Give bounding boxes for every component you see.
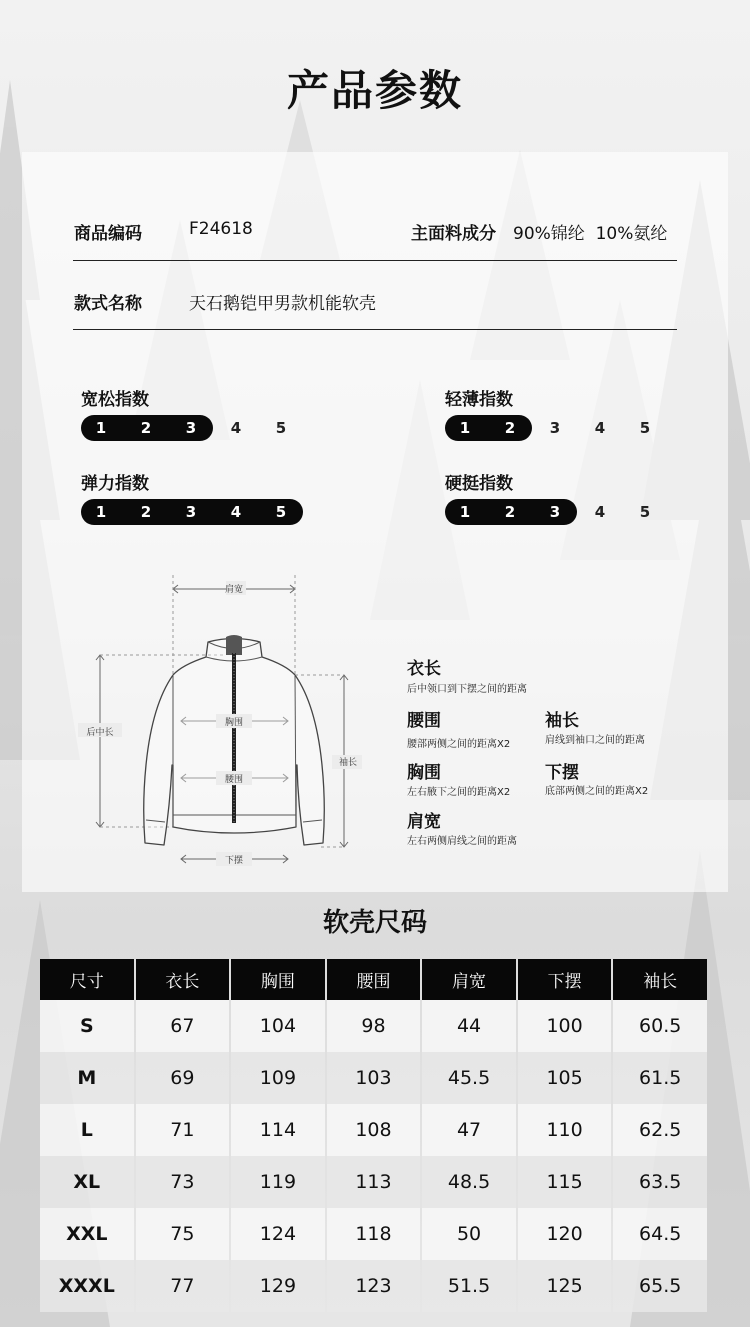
fabric-label: 主面料成分: [411, 224, 496, 244]
cell-waist: 108: [327, 1104, 421, 1156]
cell-waist: 98: [327, 1000, 421, 1052]
cell-shoulder: 47: [422, 1104, 516, 1156]
cell-length: 73: [136, 1156, 230, 1208]
note-shoulder-title: 肩宽: [407, 812, 441, 832]
looseness-index-title: 宽松指数: [81, 390, 149, 410]
elasticity-index-title: 弹力指数: [81, 474, 149, 494]
note-hem-desc: 底部两侧之间的距离X2: [545, 786, 649, 797]
stiffness-index-title: 硬挺指数: [445, 474, 513, 494]
cell-waist: 113: [327, 1156, 421, 1208]
cell-length: 69: [136, 1052, 230, 1104]
index-value-5: 5: [275, 419, 287, 437]
index-value-4: 4: [230, 503, 242, 521]
index-value-4: 4: [594, 503, 606, 521]
divider: [73, 260, 677, 261]
header-shoulder: 肩宽: [422, 959, 516, 1000]
note-length-title: 衣长: [407, 659, 441, 679]
header-hem: 下摆: [518, 959, 612, 1000]
index-value-1: 1: [95, 503, 107, 521]
code-value: F24618: [189, 219, 253, 239]
size-table: [38, 959, 709, 1312]
index-value-5: 5: [275, 503, 287, 521]
cell-waist: 123: [327, 1260, 421, 1312]
table-row: [40, 1052, 707, 1104]
size-chart-title: 软壳尺码: [322, 908, 427, 938]
style-value: 天石鹅铠甲男款机能软壳: [189, 294, 376, 314]
cell-hem: 120: [518, 1208, 612, 1260]
index-value-2: 2: [504, 419, 516, 437]
note-chest-desc: 左右腋下之间的距离X2: [407, 787, 511, 798]
shoulder-label: 肩宽: [224, 585, 244, 595]
cell-size: XL: [40, 1156, 134, 1208]
index-value-4: 4: [230, 419, 242, 437]
note-length-desc: 后中领口到下摆之间的距离: [407, 684, 527, 695]
index-value-1: 1: [459, 503, 471, 521]
cell-chest: 109: [231, 1052, 325, 1104]
index-value-3: 3: [549, 419, 561, 437]
index-value-4: 4: [594, 419, 606, 437]
index-value-1: 1: [459, 419, 471, 437]
cell-hem: 115: [518, 1156, 612, 1208]
header-length: 衣长: [136, 959, 230, 1000]
cell-shoulder: 50: [422, 1208, 516, 1260]
cell-chest: 114: [231, 1104, 325, 1156]
index-value-1: 1: [95, 419, 107, 437]
elasticity-index-meter: [81, 499, 311, 527]
cell-chest: 124: [231, 1208, 325, 1260]
note-sleeve-desc: 肩线到袖口之间的距离: [545, 735, 645, 746]
header-sleeve: 袖长: [613, 959, 707, 1000]
note-waist-desc: 腰部两侧之间的距离X2: [407, 739, 511, 750]
cell-size: XXL: [40, 1208, 134, 1260]
header-waist: 腰围: [327, 959, 421, 1000]
cell-sleeve: 62.5: [613, 1104, 707, 1156]
note-waist-title: 腰围: [407, 711, 441, 731]
cell-waist: 118: [327, 1208, 421, 1260]
table-row: [40, 1208, 707, 1260]
cell-size: M: [40, 1052, 134, 1104]
cell-shoulder: 45.5: [422, 1052, 516, 1104]
index-value-2: 2: [140, 419, 152, 437]
page-title: 产品参数: [286, 66, 463, 115]
looseness-index-meter: [81, 415, 311, 443]
cell-size: XXXL: [40, 1260, 134, 1312]
table-row: [40, 1000, 707, 1052]
header-chest: 胸围: [231, 959, 325, 1000]
table-row: [40, 1260, 707, 1312]
cell-size: S: [40, 1000, 134, 1052]
cell-chest: 119: [231, 1156, 325, 1208]
index-value-3: 3: [185, 503, 197, 521]
table-row: [40, 1104, 707, 1156]
cell-hem: 125: [518, 1260, 612, 1312]
style-label: 款式名称: [74, 294, 142, 314]
divider: [73, 329, 677, 330]
cell-chest: 129: [231, 1260, 325, 1312]
waist-label: 腰围: [224, 775, 244, 785]
index-value-2: 2: [140, 503, 152, 521]
cell-length: 67: [136, 1000, 230, 1052]
index-value-5: 5: [639, 419, 651, 437]
jacket-measurement-diagram: [76, 565, 366, 870]
table-row: [40, 1156, 707, 1208]
cell-hem: 100: [518, 1000, 612, 1052]
cell-sleeve: 61.5: [613, 1052, 707, 1104]
cell-sleeve: 60.5: [613, 1000, 707, 1052]
note-shoulder-desc: 左右两侧肩线之间的距离: [407, 836, 517, 847]
back-length-label: 后中长: [86, 728, 114, 738]
index-value-3: 3: [185, 419, 197, 437]
header-size: 尺寸: [40, 959, 134, 1000]
chest-label: 胸围: [224, 718, 244, 728]
cell-shoulder: 48.5: [422, 1156, 516, 1208]
cell-shoulder: 44: [422, 1000, 516, 1052]
note-hem-title: 下摆: [545, 763, 579, 783]
code-label: 商品编码: [74, 224, 142, 244]
fabric-value: 90%锦纶 10%氨纶: [513, 224, 668, 244]
cell-sleeve: 63.5: [613, 1156, 707, 1208]
index-value-3: 3: [549, 503, 561, 521]
cell-waist: 103: [327, 1052, 421, 1104]
index-value-5: 5: [639, 503, 651, 521]
cell-length: 71: [136, 1104, 230, 1156]
index-value-2: 2: [504, 503, 516, 521]
note-sleeve-title: 袖长: [545, 711, 579, 731]
cell-shoulder: 51.5: [422, 1260, 516, 1312]
cell-sleeve: 65.5: [613, 1260, 707, 1312]
cell-sleeve: 64.5: [613, 1208, 707, 1260]
cell-hem: 110: [518, 1104, 612, 1156]
cell-hem: 105: [518, 1052, 612, 1104]
note-chest-title: 胸围: [407, 763, 441, 783]
stiffness-index-meter: [445, 499, 675, 527]
lightness-index-title: 轻薄指数: [445, 390, 513, 410]
sleeve-label: 袖长: [338, 758, 358, 768]
cell-length: 75: [136, 1208, 230, 1260]
hem-label: 下摆: [224, 856, 244, 866]
size-table-header: [40, 959, 707, 1000]
cell-length: 77: [136, 1260, 230, 1312]
cell-chest: 104: [231, 1000, 325, 1052]
lightness-index-meter: [445, 415, 675, 443]
cell-size: L: [40, 1104, 134, 1156]
